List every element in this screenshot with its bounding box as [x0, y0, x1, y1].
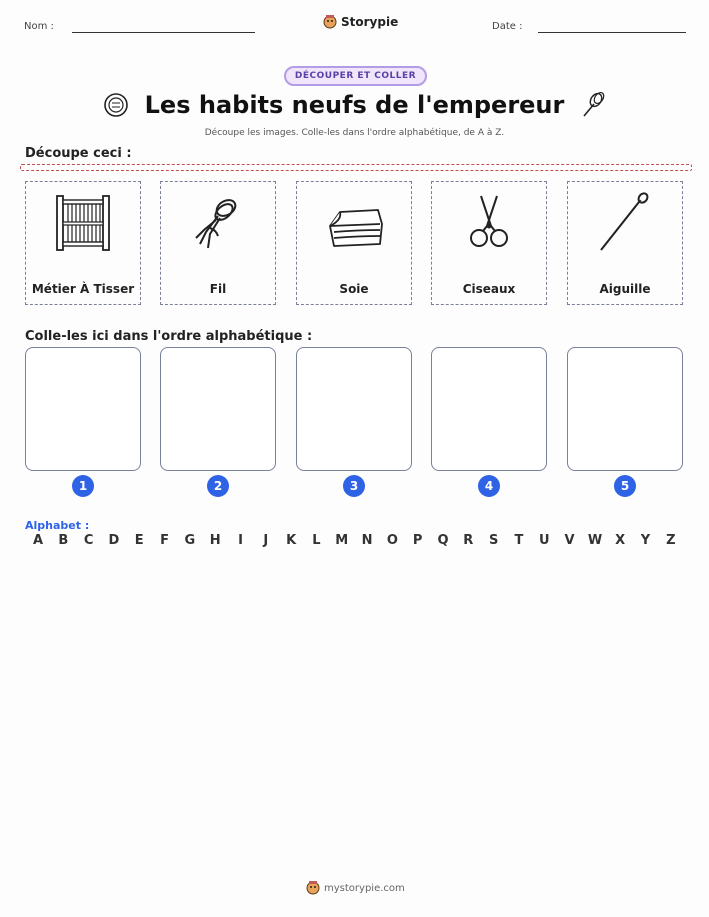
alphabet-letter: Q [437, 533, 449, 548]
date-line[interactable] [538, 32, 686, 33]
rope-icon [580, 90, 606, 120]
scissors-icon [457, 190, 521, 254]
paste-box-1[interactable] [25, 347, 141, 471]
thread-icon [186, 190, 250, 254]
alphabet-letter: P [412, 533, 423, 548]
footer [306, 880, 405, 896]
paste-box-4[interactable] [431, 347, 547, 471]
alphabet-letter: R [463, 533, 474, 548]
position-number-4: 4 [478, 475, 500, 497]
loom-icon [51, 190, 115, 254]
alphabet-letter: X [615, 533, 626, 548]
footer-site[interactable]: mystorypie.com [324, 882, 405, 894]
storypie-mascot-icon [323, 14, 337, 30]
alphabet-letter: U [538, 533, 550, 548]
alphabet-letter: T [514, 533, 524, 548]
cut-card-label: Aiguille [599, 282, 651, 296]
alphabet-letter: M [335, 533, 349, 548]
alphabet-letter: I [238, 533, 243, 548]
cut-card-needle[interactable] [567, 181, 683, 305]
page-subtitle: Découpe les images. Colle-les dans l'ordre alphabétique, de A à Z. [204, 128, 505, 138]
title-row [0, 90, 709, 120]
cut-card-silk[interactable] [296, 181, 412, 305]
cut-section-label: Découpe ceci : [25, 146, 132, 161]
cut-line [20, 164, 692, 171]
cut-card-scissors[interactable] [431, 181, 547, 305]
alphabet-letter: C [83, 533, 94, 548]
alphabet-letter: F [160, 533, 169, 548]
alphabet-letter: K [286, 533, 297, 548]
alphabet-letter: H [209, 533, 221, 548]
position-number-2: 2 [207, 475, 229, 497]
alphabet-letter: Y [640, 533, 651, 548]
alphabet-letter: S [488, 533, 499, 548]
cut-card-label: Métier À Tisser [31, 282, 135, 296]
brand-name: Storypie [341, 15, 399, 29]
cut-card-loom[interactable] [25, 181, 141, 305]
silk-icon [322, 190, 386, 254]
paste-box-2[interactable] [160, 347, 276, 471]
alphabet-letter: V [564, 533, 575, 548]
paste-box-5[interactable] [567, 347, 683, 471]
activity-badge: DÉCOUPER ET COLLER [284, 66, 427, 86]
alphabet-letter: Z [666, 533, 676, 548]
position-number-5: 5 [614, 475, 636, 497]
alphabet-letter: A [32, 533, 44, 548]
alphabet-letter: J [263, 533, 269, 548]
alphabet-letter: N [361, 533, 373, 548]
alphabet-row [31, 533, 678, 548]
needle-icon [593, 190, 657, 254]
storypie-mascot-icon [306, 880, 320, 896]
page-title: Les habits neufs de l'empereur [144, 91, 565, 119]
cut-card-label: Fil [209, 282, 227, 296]
cut-card-label: Ciseaux [462, 282, 516, 296]
alphabet-letter: O [386, 533, 398, 548]
position-number-1: 1 [72, 475, 94, 497]
position-number-3: 3 [343, 475, 365, 497]
alphabet-letter: B [58, 533, 69, 548]
alphabet-label: Alphabet : [25, 519, 90, 532]
alphabet-letter: G [184, 533, 196, 548]
cut-card-thread[interactable] [160, 181, 276, 305]
alphabet-letter: E [134, 533, 144, 548]
cut-card-label: Soie [339, 282, 369, 296]
alphabet-letter: W [587, 533, 603, 548]
alphabet-letter: L [312, 533, 321, 548]
alphabet-letter: D [108, 533, 120, 548]
name-label: Nom : [24, 21, 54, 32]
paste-box-3[interactable] [296, 347, 412, 471]
coin-icon [103, 92, 129, 118]
date-label: Date : [492, 21, 523, 32]
paste-section-label: Colle-les ici dans l'ordre alphabétique : [25, 329, 313, 344]
name-line[interactable] [72, 32, 255, 33]
brand-logo [323, 14, 398, 30]
